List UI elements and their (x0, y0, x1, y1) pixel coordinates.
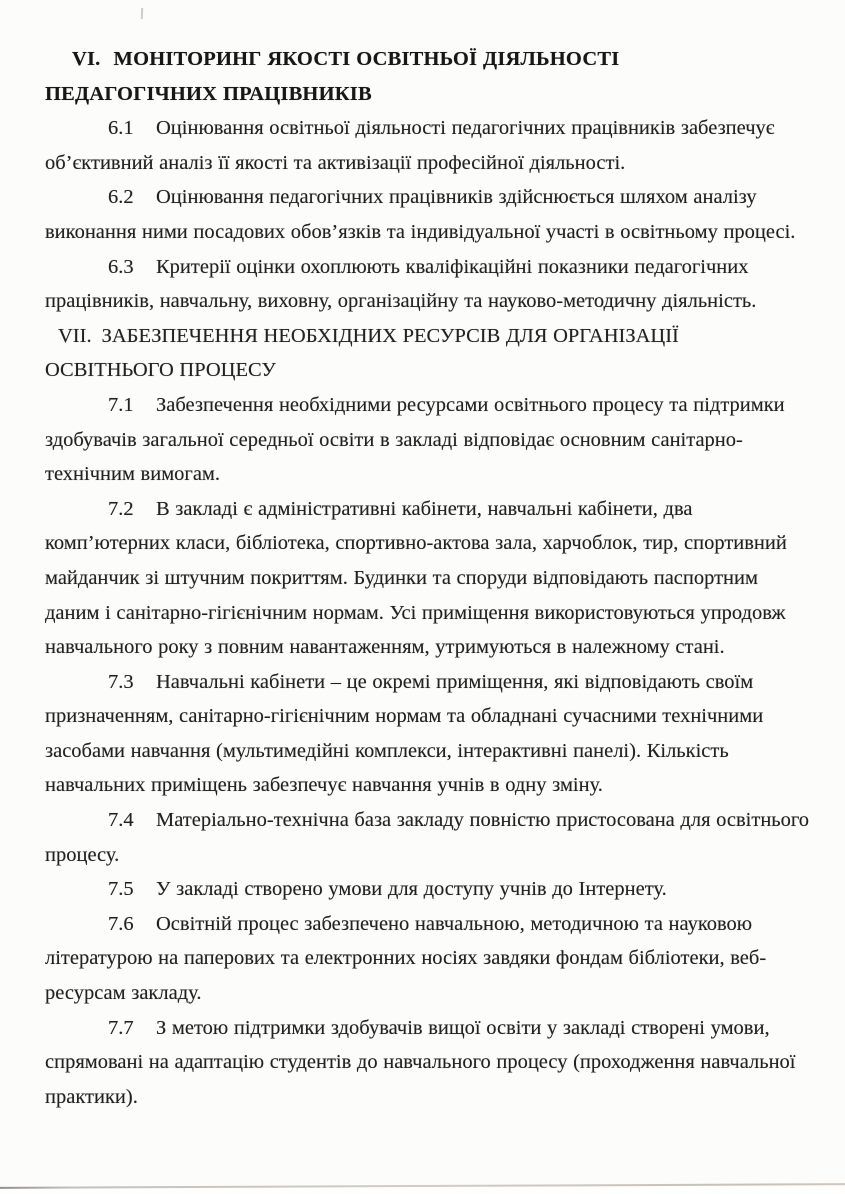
section-heading-vii-title: ЗАБЕЗПЕЧЕННЯ НЕОБХІДНИХ РЕСУРСІВ ДЛЯ ОРГАНІЗАЦІЇ ОСВІТНЬОГО ПРОЦЕСУ (45, 324, 679, 382)
clause-7-4-number: 7.4 (108, 809, 134, 832)
section-heading-vi (45, 42, 785, 111)
clause-7-7-text: З метою підтримки здобувачів вищої освіти у закладі створені умови, спрямовані на адаптацію студентів до навчального процесу (проходження навчальної практики). (45, 1016, 796, 1108)
clause-7-2-number: 7.2 (108, 497, 134, 520)
clause-6-1 (45, 111, 810, 180)
clause-7-3 (45, 665, 810, 803)
clause-6-3-number: 6.3 (108, 255, 134, 278)
clause-7-5-number: 7.5 (108, 878, 134, 901)
document-body (45, 42, 810, 1114)
clause-7-1-number: 7.1 (108, 393, 134, 416)
scan-artifact-tick (141, 8, 143, 19)
clause-6-2-text: Оцінювання педагогічних працівників здійснюється шляхом аналізу виконання ними посадових обов’язків та індивідуальної участі в освітньому процесі. (45, 186, 796, 243)
clause-7-6 (45, 907, 810, 1011)
clause-7-6-text: Освітній процес забезпечено навчальною, методичною та науковою літературою на паперових та електронних носіях завдяки фондам бібліотеки, веб-ресурсам закладу. (45, 912, 767, 1005)
section-heading-vi-number: VI. (72, 48, 101, 70)
section-heading-vi-title: МОНІТОРИНГ ЯКОСТІ ОСВІТНЬОЇ ДІЯЛЬНОСТІ ПЕДАГОГІЧНИХ ПРАЦІВНИКІВ (45, 48, 620, 105)
clause-7-5-text: У закладі створено умови для доступу учнів до Інтернету. (156, 878, 667, 901)
section-heading-vii (45, 319, 745, 388)
clause-7-3-text: Навчальні кабінети – це окремі приміщення, які відповідають своїм призначенням, санітарно-гігієнічним нормам та обладнані сучасними технічними засобами навчання (мультимедійні комплекси, інтерактивні панелі). Кількість навчальних приміщень забезпечує навчання учнів в одну зміну. (45, 670, 764, 797)
clause-7-3-number: 7.3 (108, 670, 134, 693)
clause-7-6-number: 7.6 (108, 912, 134, 935)
clause-6-3-text: Критерії оцінки охоплюють кваліфікаційні показники педагогічних працівників, навчальну, виховну, організаційну та науково-методичну діяльність. (45, 255, 757, 313)
clause-6-2 (45, 180, 810, 249)
clause-6-1-number: 6.1 (108, 117, 134, 140)
clause-7-2-text: В закладі є адміністративні кабінети, навчальні кабінети, два комп’ютерних класи, бібліотека, спортивно-актова зала, харчоблок, тир, спортивний майданчик зі штучним покриттям. Будинки та споруди відповідають паспортним даним і санітарно-гігієнічним нормам. Усі приміщення використовуються упродовж навчального року з повним навантаженням, утримуються в належному стані. (45, 497, 787, 659)
clause-7-7 (45, 1011, 810, 1115)
clause-7-1-text: Забезпечення необхідними ресурсами освітнього процесу та підтримки здобувачів загальної середньої освіти в закладі відповідає основним санітарно-технічним вимогам. (45, 393, 785, 486)
clause-7-2 (45, 492, 810, 665)
clause-6-1-text: Оцінювання освітньої діяльності педагогічних працівників забезпечує об’єктивний аналіз її якості та активізації професійної діяльності. (45, 117, 775, 174)
clause-7-5 (45, 872, 810, 907)
clause-7-1 (45, 388, 810, 492)
clause-7-4-text: Матеріально-технічна база закладу повністю пристосована для освітнього процесу. (45, 809, 810, 866)
section-heading-vii-number: VII. (58, 324, 92, 347)
clause-7-4 (45, 803, 810, 872)
clause-6-3 (45, 250, 810, 319)
clause-7-7-number: 7.7 (108, 1016, 134, 1039)
clause-6-2-number: 6.2 (108, 186, 134, 209)
